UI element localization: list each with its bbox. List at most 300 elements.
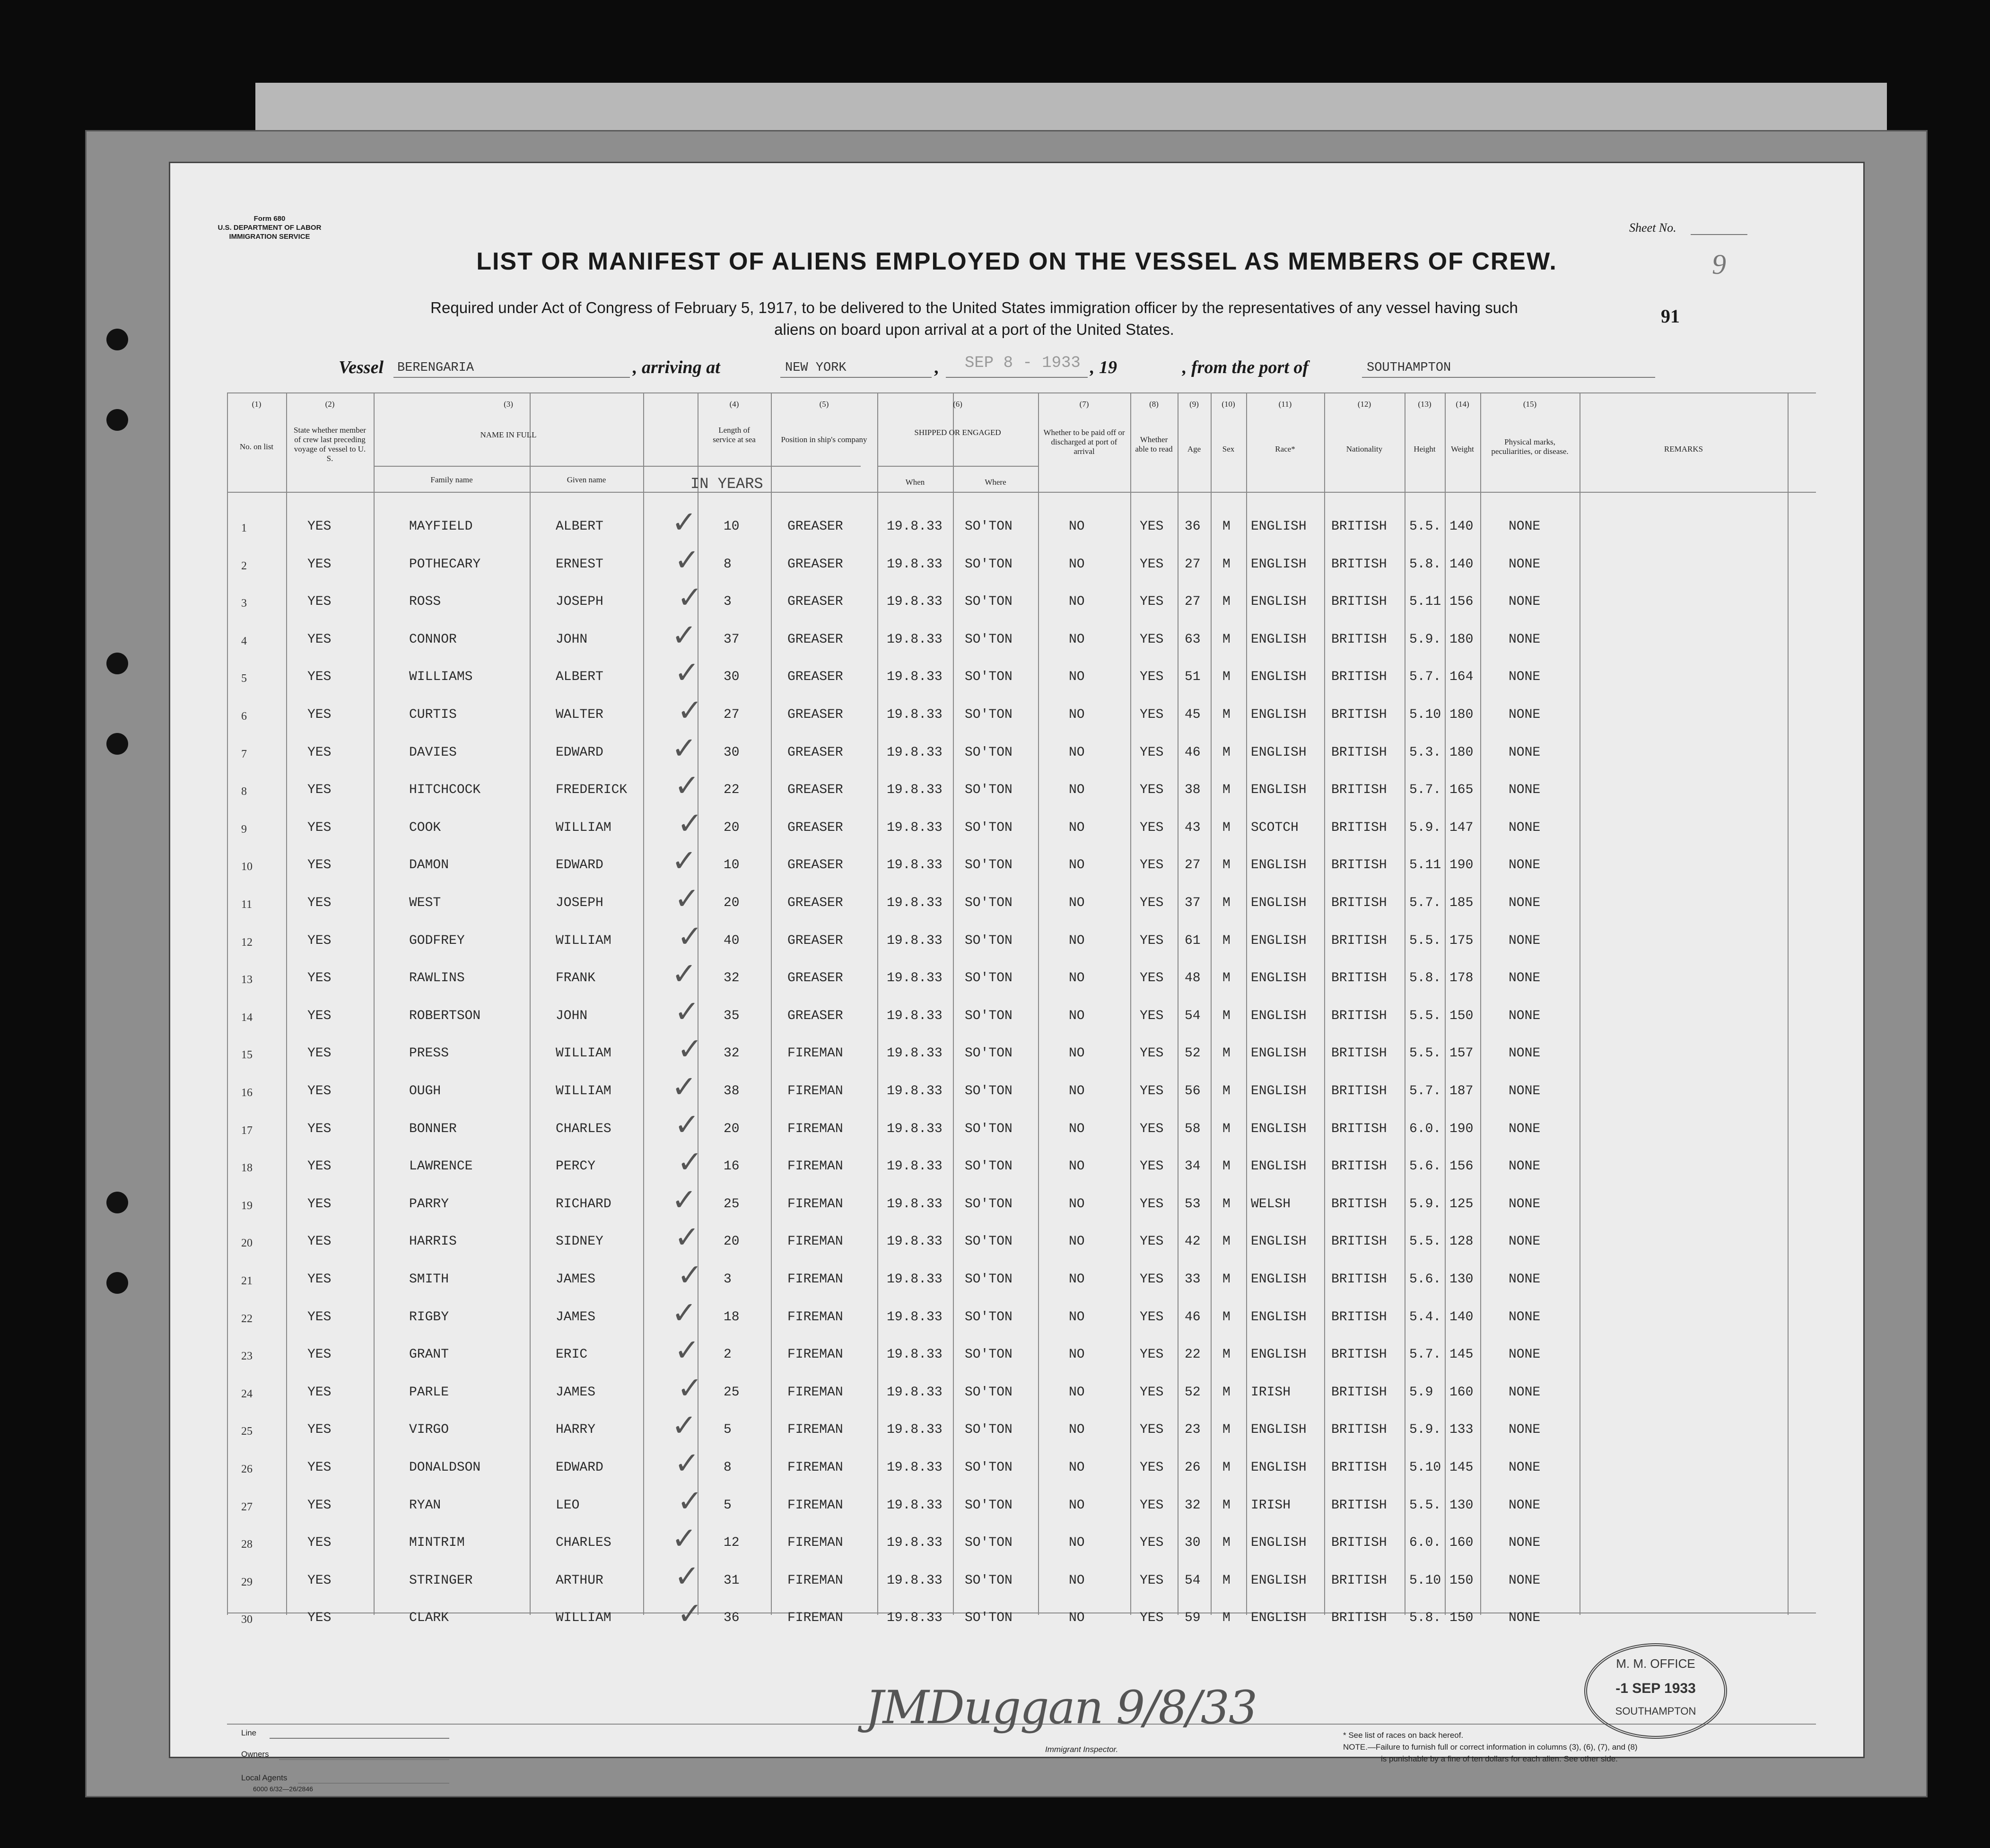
col-11-number: (11)	[1278, 400, 1292, 409]
row-nationality: BRITISH	[1331, 707, 1387, 722]
pencil-mark: 9	[1712, 249, 1726, 280]
row-nationality: BRITISH	[1331, 1385, 1387, 1400]
col-border	[1480, 393, 1481, 1615]
row-previous-voyage: YES	[307, 820, 332, 835]
row-physical-marks: NONE	[1509, 1347, 1541, 1362]
stamp-bottom-text: SOUTHAMPTON	[1615, 1705, 1696, 1717]
row-given-name: WILLIAM	[556, 933, 611, 948]
col-3-given-header: Given name	[567, 475, 606, 484]
col-12-number: (12)	[1357, 400, 1371, 409]
row-height: 5.11	[1409, 594, 1441, 610]
col-border	[643, 393, 644, 1615]
row-previous-voyage: YES	[307, 519, 332, 534]
row-shipped-where: SO'TON	[965, 707, 1012, 722]
row-shipped-when: 19.8.33	[887, 1008, 943, 1023]
row-paid-off: NO	[1069, 1347, 1085, 1362]
row-given-name: JOSEPH	[556, 594, 603, 610]
col-border	[771, 393, 772, 1615]
row-age: 33	[1185, 1272, 1201, 1287]
page-subtitle	[288, 297, 1660, 340]
row-age: 45	[1185, 707, 1201, 722]
row-years-service: 10	[724, 519, 740, 534]
row-age: 52	[1185, 1385, 1201, 1400]
row-age: 54	[1185, 1008, 1201, 1023]
row-nationality: BRITISH	[1331, 1234, 1387, 1249]
row-physical-marks: NONE	[1509, 1046, 1541, 1061]
row-age: 61	[1185, 933, 1201, 948]
row-physical-marks: NONE	[1509, 1535, 1541, 1551]
row-family-name: STRINGER	[409, 1573, 473, 1588]
row-paid-off: NO	[1069, 1121, 1085, 1136]
row-age: 30	[1185, 1535, 1201, 1551]
row-shipped-when: 19.8.33	[887, 1611, 943, 1626]
row-position: GREASER	[787, 971, 843, 986]
row-years-service: 3	[724, 1272, 732, 1287]
row-height: 5.6.	[1409, 1159, 1441, 1174]
checkmark-icon: ✓	[677, 1145, 703, 1180]
row-age: 56	[1185, 1084, 1201, 1098]
row-position: FIREMAN	[787, 1084, 843, 1098]
row-family-name: DONALDSON	[409, 1460, 481, 1475]
row-paid-off: NO	[1069, 707, 1085, 722]
row-weight: 185	[1449, 896, 1474, 910]
row-number: 29	[241, 1576, 253, 1588]
row-height: 5.7.	[1409, 1084, 1441, 1098]
arriving-at: NEW YORK	[785, 361, 847, 375]
row-able-to-read: YES	[1140, 1046, 1164, 1061]
row-years-service: 18	[724, 1309, 740, 1325]
row-shipped-when: 19.8.33	[887, 745, 943, 760]
row-position: FIREMAN	[787, 1121, 843, 1136]
row-sex: M	[1222, 858, 1231, 873]
row-nationality: BRITISH	[1331, 1046, 1387, 1061]
row-sex: M	[1222, 1196, 1231, 1212]
row-nationality: BRITISH	[1331, 1084, 1387, 1098]
row-race: ENGLISH	[1251, 1272, 1307, 1287]
col-2-number: (2)	[325, 400, 335, 409]
row-years-service: 5	[724, 1422, 732, 1438]
row-able-to-read: YES	[1140, 519, 1164, 534]
row-shipped-where: SO'TON	[965, 1347, 1012, 1362]
row-number: 13	[241, 974, 253, 986]
row-years-service: 22	[724, 783, 740, 798]
row-family-name: PARLE	[409, 1385, 449, 1400]
row-physical-marks: NONE	[1509, 1309, 1541, 1325]
row-years-service: 32	[724, 1046, 740, 1061]
row-given-name: JOHN	[556, 632, 588, 647]
row-shipped-when: 19.8.33	[887, 1309, 943, 1325]
row-sex: M	[1222, 594, 1231, 610]
row-race: WELSH	[1251, 1196, 1291, 1212]
row-years-service: 36	[724, 1611, 740, 1626]
row-paid-off: NO	[1069, 1159, 1085, 1174]
row-race: ENGLISH	[1251, 670, 1307, 685]
checkmark-icon: ✓	[672, 957, 697, 992]
from-underline	[1362, 377, 1655, 378]
row-position: GREASER	[787, 1008, 843, 1023]
row-family-name: CURTIS	[409, 707, 457, 722]
row-height: 5.9.	[1409, 820, 1441, 835]
row-able-to-read: YES	[1140, 1008, 1164, 1023]
row-weight: 145	[1449, 1347, 1474, 1362]
row-shipped-where: SO'TON	[965, 1121, 1012, 1136]
checkmark-icon: ✓	[677, 919, 703, 954]
row-able-to-read: YES	[1140, 1347, 1164, 1362]
row-age: 58	[1185, 1121, 1201, 1136]
row-position: GREASER	[787, 933, 843, 948]
col-border	[877, 393, 878, 1615]
row-race: ENGLISH	[1251, 896, 1307, 910]
row-able-to-read: YES	[1140, 1422, 1164, 1438]
row-height: 5.5.	[1409, 519, 1441, 534]
row-age: 48	[1185, 971, 1201, 986]
row-position: FIREMAN	[787, 1535, 843, 1551]
checkmark-icon: ✓	[674, 655, 700, 691]
row-race: ENGLISH	[1251, 1535, 1307, 1551]
row-able-to-read: YES	[1140, 783, 1164, 798]
row-previous-voyage: YES	[307, 858, 332, 873]
row-age: 34	[1185, 1159, 1201, 1174]
row-sex: M	[1222, 1460, 1231, 1475]
col-8-number: (8)	[1149, 400, 1159, 409]
row-family-name: RIGBY	[409, 1309, 449, 1325]
row-race: ENGLISH	[1251, 1159, 1307, 1174]
row-given-name: WILLIAM	[556, 1084, 611, 1098]
row-height: 5.9.	[1409, 1422, 1441, 1438]
row-weight: 156	[1449, 594, 1474, 610]
row-number: 7	[241, 748, 247, 760]
row-number: 2	[241, 559, 247, 572]
row-race: ENGLISH	[1251, 971, 1307, 986]
row-shipped-where: SO'TON	[965, 1611, 1012, 1626]
row-nationality: BRITISH	[1331, 1611, 1387, 1626]
row-height: 5.9	[1409, 1385, 1433, 1400]
row-race: ENGLISH	[1251, 858, 1307, 873]
row-number: 23	[241, 1350, 253, 1363]
vessel-name: BERENGARIA	[397, 361, 474, 375]
row-position: FIREMAN	[787, 1309, 843, 1325]
row-paid-off: NO	[1069, 1196, 1085, 1212]
row-position: GREASER	[787, 858, 843, 873]
row-physical-marks: NONE	[1509, 971, 1541, 986]
row-position: FIREMAN	[787, 1385, 843, 1400]
row-nationality: BRITISH	[1331, 896, 1387, 910]
row-position: GREASER	[787, 557, 843, 572]
row-physical-marks: NONE	[1509, 1611, 1541, 1626]
row-physical-marks: NONE	[1509, 557, 1541, 572]
row-previous-voyage: YES	[307, 783, 332, 798]
row-weight: 150	[1449, 1573, 1474, 1588]
row-able-to-read: YES	[1140, 594, 1164, 610]
row-family-name: DAMON	[409, 858, 449, 873]
stamp-top-text: M. M. OFFICE	[1616, 1656, 1695, 1671]
row-position: FIREMAN	[787, 1573, 843, 1588]
sheet-number-label: Sheet No.	[1629, 221, 1676, 235]
col-border	[286, 393, 287, 1615]
row-able-to-read: YES	[1140, 745, 1164, 760]
row-nationality: BRITISH	[1331, 594, 1387, 610]
arriving-underline	[780, 377, 932, 378]
row-family-name: VIRGO	[409, 1422, 449, 1438]
row-previous-voyage: YES	[307, 594, 332, 610]
row-years-service: 32	[724, 971, 740, 986]
row-physical-marks: NONE	[1509, 707, 1541, 722]
row-family-name: PRESS	[409, 1046, 449, 1061]
row-previous-voyage: YES	[307, 1573, 332, 1588]
row-shipped-where: SO'TON	[965, 783, 1012, 798]
row-race: ENGLISH	[1251, 1573, 1307, 1588]
name-subheader-line	[374, 466, 861, 467]
checkmark-icon: ✓	[677, 693, 703, 728]
row-weight: 145	[1449, 1460, 1474, 1475]
row-age: 59	[1185, 1611, 1201, 1626]
row-height: 5.7.	[1409, 670, 1441, 685]
page-title: LIST OR MANIFEST OF ALIENS EMPLOYED ON THE VESSEL AS MEMBERS OF CREW.	[476, 248, 1557, 275]
row-nationality: BRITISH	[1331, 1460, 1387, 1475]
row-weight: 140	[1449, 519, 1474, 534]
row-physical-marks: NONE	[1509, 1385, 1541, 1400]
row-family-name: OUGH	[409, 1084, 441, 1098]
row-able-to-read: YES	[1140, 1234, 1164, 1249]
checkmark-icon: ✓	[677, 1483, 703, 1519]
checkmark-icon: ✓	[677, 806, 703, 841]
row-able-to-read: YES	[1140, 1535, 1164, 1551]
row-able-to-read: YES	[1140, 1309, 1164, 1325]
row-shipped-when: 19.8.33	[887, 1347, 943, 1362]
row-height: 5.5.	[1409, 1008, 1441, 1023]
row-sex: M	[1222, 670, 1231, 685]
row-given-name: ERIC	[556, 1347, 588, 1362]
row-position: GREASER	[787, 632, 843, 647]
inspector-signature: JMDuggan 9/8/33	[865, 1681, 1257, 1734]
row-race: ENGLISH	[1251, 1008, 1307, 1023]
page-number: 91	[1661, 305, 1680, 327]
row-nationality: BRITISH	[1331, 1272, 1387, 1287]
row-shipped-when: 19.8.33	[887, 707, 943, 722]
row-sex: M	[1222, 971, 1231, 986]
row-family-name: WEST	[409, 896, 441, 910]
stamp-date: -1 SEP 1933	[1615, 1681, 1696, 1696]
row-nationality: BRITISH	[1331, 971, 1387, 986]
row-position: GREASER	[787, 783, 843, 798]
row-physical-marks: NONE	[1509, 1008, 1541, 1023]
row-shipped-when: 19.8.33	[887, 1498, 943, 1513]
row-previous-voyage: YES	[307, 1535, 332, 1551]
row-paid-off: NO	[1069, 1573, 1085, 1588]
col-border	[530, 393, 531, 1615]
row-previous-voyage: YES	[307, 1159, 332, 1174]
row-height: 5.8.	[1409, 1611, 1441, 1626]
row-nationality: BRITISH	[1331, 670, 1387, 685]
row-weight: 165	[1449, 783, 1474, 798]
col-border	[1130, 393, 1131, 1615]
row-shipped-when: 19.8.33	[887, 670, 943, 685]
row-shipped-where: SO'TON	[965, 1046, 1012, 1061]
col-8-header: Whether able to read	[1135, 435, 1173, 453]
row-sex: M	[1222, 1159, 1231, 1174]
row-sex: M	[1222, 1573, 1231, 1588]
checkmark-icon: ✓	[672, 1521, 697, 1557]
row-shipped-when: 19.8.33	[887, 1422, 943, 1438]
row-paid-off: NO	[1069, 933, 1085, 948]
row-years-service: 20	[724, 820, 740, 835]
row-shipped-when: 19.8.33	[887, 1084, 943, 1098]
inspector-label: Immigrant Inspector.	[1045, 1745, 1118, 1754]
row-previous-voyage: YES	[307, 971, 332, 986]
col-border	[374, 393, 375, 1615]
row-paid-off: NO	[1069, 1535, 1085, 1551]
col-7-number: (7)	[1079, 400, 1089, 409]
row-family-name: GODFREY	[409, 933, 465, 948]
row-height: 5.7.	[1409, 783, 1441, 798]
row-nationality: BRITISH	[1331, 1498, 1387, 1513]
row-given-name: JOSEPH	[556, 896, 603, 910]
row-given-name: JAMES	[556, 1385, 596, 1400]
row-age: 38	[1185, 783, 1201, 798]
row-sex: M	[1222, 896, 1231, 910]
row-shipped-when: 19.8.33	[887, 971, 943, 986]
row-nationality: BRITISH	[1331, 632, 1387, 647]
row-paid-off: NO	[1069, 670, 1085, 685]
row-shipped-when: 19.8.33	[887, 933, 943, 948]
row-given-name: EDWARD	[556, 1460, 603, 1475]
row-number: 1	[241, 522, 247, 534]
row-position: FIREMAN	[787, 1347, 843, 1362]
row-physical-marks: NONE	[1509, 1121, 1541, 1136]
checkmark-icon: ✓	[672, 505, 697, 540]
row-given-name: ARTHUR	[556, 1573, 603, 1588]
row-height: 5.8.	[1409, 557, 1441, 572]
row-family-name: DAVIES	[409, 745, 457, 760]
owners-underline	[279, 1759, 449, 1760]
row-shipped-where: SO'TON	[965, 557, 1012, 572]
row-position: GREASER	[787, 707, 843, 722]
col-7-header: Whether to be paid off or discharged at port of arrival	[1043, 428, 1125, 456]
row-number: 6	[241, 710, 247, 723]
row-number: 22	[241, 1312, 253, 1325]
row-given-name: LEO	[556, 1498, 580, 1513]
row-height: 5.7.	[1409, 1347, 1441, 1362]
agents-underline	[298, 1783, 449, 1784]
col-3-family-header: Family name	[430, 475, 473, 484]
shipped-subheader-line	[877, 466, 1038, 467]
row-height: 5.5.	[1409, 1498, 1441, 1513]
row-sex: M	[1222, 1309, 1231, 1325]
row-years-service: 30	[724, 670, 740, 685]
row-shipped-where: SO'TON	[965, 519, 1012, 534]
row-given-name: ERNEST	[556, 557, 603, 572]
row-race: ENGLISH	[1251, 1046, 1307, 1061]
row-shipped-when: 19.8.33	[887, 1046, 943, 1061]
row-position: FIREMAN	[787, 1498, 843, 1513]
row-physical-marks: NONE	[1509, 1159, 1541, 1174]
row-paid-off: NO	[1069, 1046, 1085, 1061]
row-race: IRISH	[1251, 1385, 1291, 1400]
row-position: GREASER	[787, 820, 843, 835]
row-sex: M	[1222, 933, 1231, 948]
row-years-service: 20	[724, 896, 740, 910]
row-previous-voyage: YES	[307, 1272, 332, 1287]
row-shipped-when: 19.8.33	[887, 1196, 943, 1212]
col-13-header: Height	[1414, 445, 1436, 453]
row-family-name: MINTRIM	[409, 1535, 465, 1551]
races-note: * See list of races on back hereof.	[1343, 1731, 1464, 1740]
row-years-service: 40	[724, 933, 740, 948]
col-15-header: Physical marks, peculiarities, or disease.	[1491, 437, 1569, 456]
row-shipped-where: SO'TON	[965, 1234, 1012, 1249]
row-years-service: 35	[724, 1008, 740, 1023]
row-position: FIREMAN	[787, 1159, 843, 1174]
row-height: 6.0.	[1409, 1121, 1441, 1136]
row-able-to-read: YES	[1140, 1084, 1164, 1098]
row-physical-marks: NONE	[1509, 594, 1541, 610]
row-number: 16	[241, 1087, 253, 1099]
row-race: ENGLISH	[1251, 557, 1307, 572]
col-4-number: (4)	[729, 400, 739, 409]
row-weight: 150	[1449, 1611, 1474, 1626]
row-age: 32	[1185, 1498, 1201, 1513]
arriving-label: , arriving at	[633, 357, 720, 377]
manifest-sheet	[170, 163, 1863, 1793]
row-able-to-read: YES	[1140, 707, 1164, 722]
row-previous-voyage: YES	[307, 1347, 332, 1362]
row-sex: M	[1222, 820, 1231, 835]
checkmark-icon: ✓	[677, 1596, 703, 1632]
col-border	[1246, 393, 1247, 1615]
row-shipped-where: SO'TON	[965, 1573, 1012, 1588]
row-years-service: 38	[724, 1084, 740, 1098]
row-shipped-when: 19.8.33	[887, 1535, 943, 1551]
form-identification	[208, 214, 331, 241]
row-race: ENGLISH	[1251, 783, 1307, 798]
row-nationality: BRITISH	[1331, 820, 1387, 835]
row-able-to-read: YES	[1140, 557, 1164, 572]
row-number: 28	[241, 1538, 253, 1551]
row-weight: 140	[1449, 557, 1474, 572]
row-previous-voyage: YES	[307, 1046, 332, 1061]
row-shipped-when: 19.8.33	[887, 1121, 943, 1136]
checkmark-icon: ✓	[672, 844, 697, 879]
row-able-to-read: YES	[1140, 971, 1164, 986]
row-able-to-read: YES	[1140, 1272, 1164, 1287]
binder-hole	[106, 1192, 128, 1213]
col-1-number: (1)	[252, 400, 262, 409]
row-paid-off: NO	[1069, 745, 1085, 760]
row-height: 5.10	[1409, 1573, 1441, 1588]
row-shipped-where: SO'TON	[965, 1385, 1012, 1400]
row-number: 11	[241, 898, 253, 911]
row-weight: 178	[1449, 971, 1474, 986]
row-shipped-where: SO'TON	[965, 971, 1012, 986]
row-shipped-where: SO'TON	[965, 1460, 1012, 1475]
row-physical-marks: NONE	[1509, 1498, 1541, 1513]
row-given-name: CHARLES	[556, 1535, 611, 1551]
checkmark-icon: ✓	[677, 1258, 703, 1293]
row-years-service: 8	[724, 1460, 732, 1475]
row-given-name: CHARLES	[556, 1121, 611, 1136]
row-family-name: RYAN	[409, 1498, 441, 1513]
row-age: 52	[1185, 1046, 1201, 1061]
row-given-name: FRANK	[556, 971, 596, 986]
row-age: 27	[1185, 594, 1201, 610]
row-years-service: 27	[724, 707, 740, 722]
row-height: 5.8.	[1409, 971, 1441, 986]
row-given-name: JAMES	[556, 1309, 596, 1325]
checkmark-icon: ✓	[674, 1446, 700, 1481]
col-6-header: SHIPPED OR ENGAGED	[914, 428, 1001, 437]
row-height: 5.9.	[1409, 1196, 1441, 1212]
row-weight: 190	[1449, 858, 1474, 873]
